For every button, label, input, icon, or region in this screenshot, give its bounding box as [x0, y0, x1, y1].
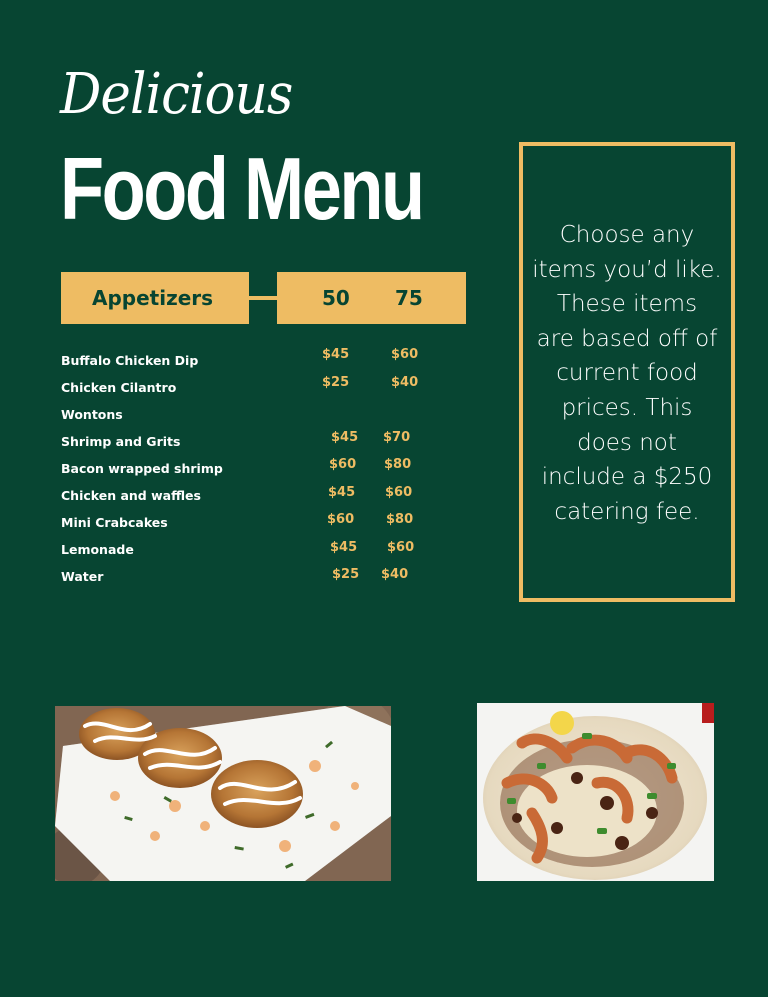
info-line: include a $250	[541, 464, 713, 491]
price-75: $80	[386, 512, 414, 527]
menu-item-name: Bacon wrapped shrimp	[61, 461, 223, 476]
shrimp-and-grits-photo	[477, 703, 714, 881]
price-50: $25	[332, 567, 360, 582]
section-header-band	[61, 272, 249, 324]
price-75: $60	[391, 347, 419, 362]
menu-item-name: Lemonade	[61, 542, 134, 557]
menu-item-name: Wontons	[61, 407, 123, 422]
info-line: are based off of	[536, 325, 718, 352]
info-line: items you’d like.	[532, 256, 722, 283]
main-title: Food Menu	[60, 139, 423, 238]
section-band-connector	[248, 296, 278, 300]
price-50: $45	[330, 540, 358, 555]
price-75: $40	[391, 375, 419, 390]
info-line: These items	[556, 291, 698, 318]
menu-item-name: Shrimp and Grits	[61, 434, 181, 449]
price-50: $25	[322, 375, 350, 390]
price-50: $45	[328, 485, 356, 500]
info-text	[523, 218, 731, 529]
menu-item-name: Chicken Cilantro	[61, 380, 177, 395]
size-label-75: 75	[395, 286, 423, 310]
price-75: $70	[383, 430, 411, 445]
price-75: $40	[381, 567, 409, 582]
info-line: current food	[556, 360, 698, 387]
script-title: Delicious	[60, 62, 293, 127]
price-50: $45	[322, 347, 350, 362]
info-line: catering fee.	[554, 498, 700, 525]
price-50: $45	[331, 430, 359, 445]
price-75: $60	[385, 485, 413, 500]
price-50: $60	[329, 457, 357, 472]
size-label-50: 50	[322, 286, 350, 310]
size-header-band	[277, 272, 466, 324]
info-box	[519, 142, 735, 602]
info-line: prices. This	[561, 394, 693, 421]
menu-item-name: Buffalo Chicken Dip	[61, 353, 199, 368]
info-line: does not	[577, 429, 677, 456]
price-75: $80	[384, 457, 412, 472]
info-line: Choose any	[559, 222, 695, 248]
menu-item-name: Mini Crabcakes	[61, 515, 168, 530]
price-50: $60	[327, 512, 355, 527]
menu-item-name: Water	[61, 569, 104, 584]
menu-item-name: Chicken and waffles	[61, 488, 201, 503]
price-75: $60	[387, 540, 415, 555]
crabcakes-photo	[55, 706, 391, 881]
section-name: Appetizers	[92, 286, 214, 310]
